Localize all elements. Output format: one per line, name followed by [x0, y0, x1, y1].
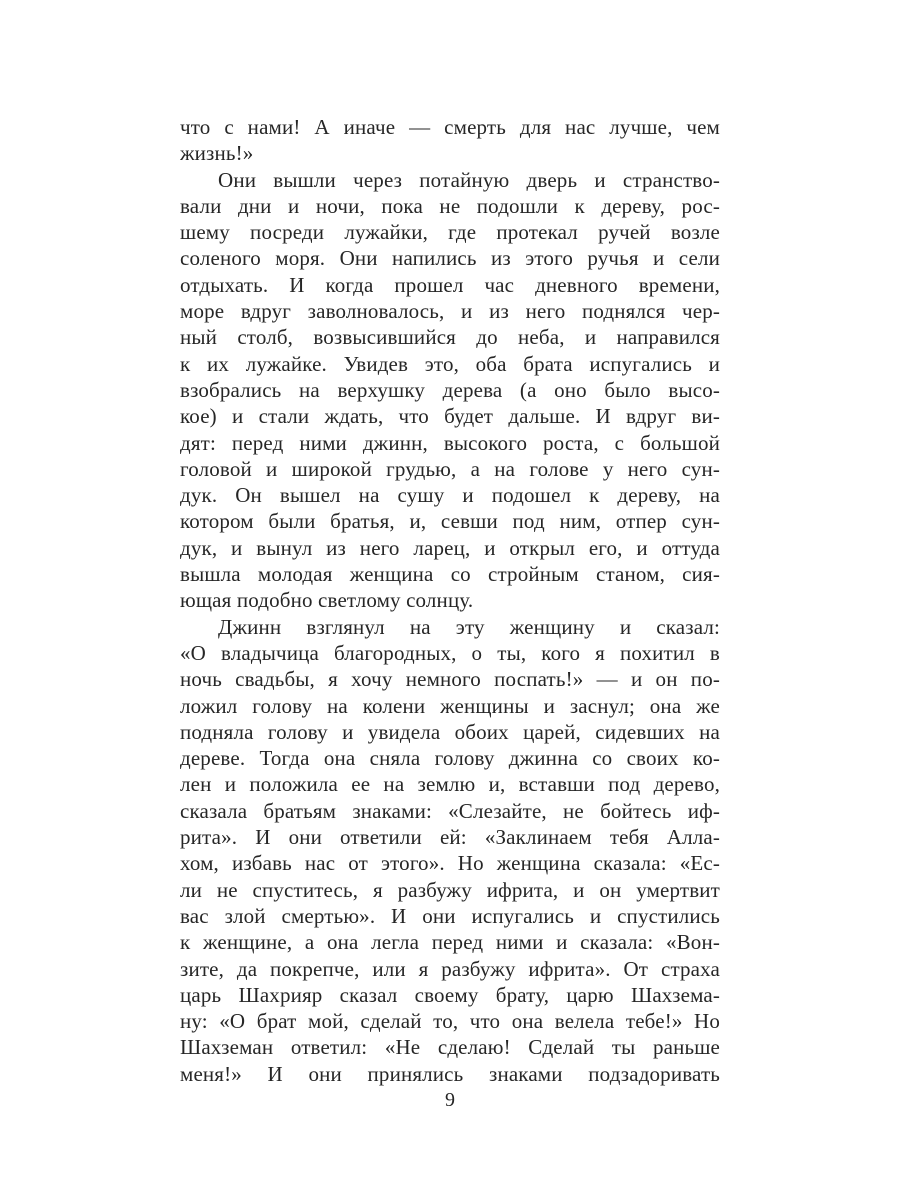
text-line: меня!» И они принялись знаками подзадоривать [180, 1061, 720, 1086]
text-line: зите, да покрепче, или я разбужу ифрита». От страха [180, 956, 720, 981]
text-line: ночь свадьбы, я хочу немного поспать!» — и он по- [180, 667, 720, 692]
text-line: хом, избавь нас от этого». Но женщина сказала: «Ес- [180, 851, 720, 876]
text-line: шему посреди лужайки, где протекал ручей возле [180, 220, 720, 245]
text-line: головой и широкой грудью, а на голове у него сун- [180, 456, 720, 481]
text-line: царь Шахрияр сказал своему брату, царю Шахзема- [180, 982, 720, 1007]
text-line: вышла молодая женщина со стройным станом, сия- [180, 562, 720, 587]
text-line: «О владычица благородных, о ты, кого я похитил в [180, 640, 720, 665]
text-line: Они вышли через потайную дверь и странство- [218, 167, 720, 192]
text-line: взобрались на верхушку дерева (а оно было высо- [180, 377, 720, 402]
text-line: ли не спуститесь, я разбужу ифрита, и он умертвит [180, 877, 720, 902]
text-line: котором были братья, и, севши под ним, отпер сун- [180, 509, 720, 534]
text-line: рита». И они ответили ей: «Заклинаем тебя Алла- [180, 825, 720, 850]
text-line: отдыхать. И когда прошел час дневного времени, [180, 272, 720, 297]
text-line: соленого моря. Они напились из этого ручья и сели [180, 246, 720, 271]
text-line: ющая подобно светлому солнцу. [180, 588, 474, 613]
text-line: к женщине, а она легла перед ними и сказала: «Вон- [180, 930, 720, 955]
text-line: что с нами! А иначе — смерть для нас лучше, чем [180, 115, 720, 139]
text-line: дук. Он вышел на сушу и подошел к дереву, на [180, 483, 720, 508]
text-line: кое) и стали ждать, что будет дальше. И вдруг ви- [180, 404, 720, 429]
text-line: дереве. Тогда она сняла голову джинна со своих ко- [180, 746, 720, 771]
text-line: дят: перед ними джинн, высокого роста, с большой [180, 430, 720, 455]
text-line: дук, и вынул из него ларец, и открыл его, и оттуда [180, 535, 720, 560]
text-line: вас злой смертью». И они испугались и спустились [180, 903, 720, 928]
text-line: сказала братьям знаками: «Слезайте, не бойтесь иф- [180, 798, 720, 823]
text-line: ложил голову на колени женщины и заснул; она же [180, 693, 720, 718]
text-line: ну: «О брат мой, сделай то, что она велела тебе!» Но [180, 1009, 720, 1034]
text-line: ный столб, возвысившийся до неба, и направился [180, 325, 720, 350]
text-line: Шахземан ответил: «Не сделаю! Сделай ты раньше [180, 1035, 720, 1060]
text-line: Джинн взглянул на эту женщину и сказал: [218, 614, 720, 639]
page-number: 9 [445, 1089, 455, 1111]
text-line: подняла голову и увидела обоих царей, сидевших на [180, 719, 720, 744]
text-line: вали дни и ночи, пока не подошли к дереву, рос- [180, 193, 720, 218]
page-text [180, 114, 720, 1087]
text-line: жизнь!» [180, 141, 254, 166]
text-line: к их лужайке. Увидев это, оба брата испугались и [180, 351, 720, 376]
text-line: лен и положила ее на землю и, вставши под дерево, [180, 772, 720, 797]
text-line: море вдруг заволновалось, и из него поднялся чер- [180, 299, 720, 324]
